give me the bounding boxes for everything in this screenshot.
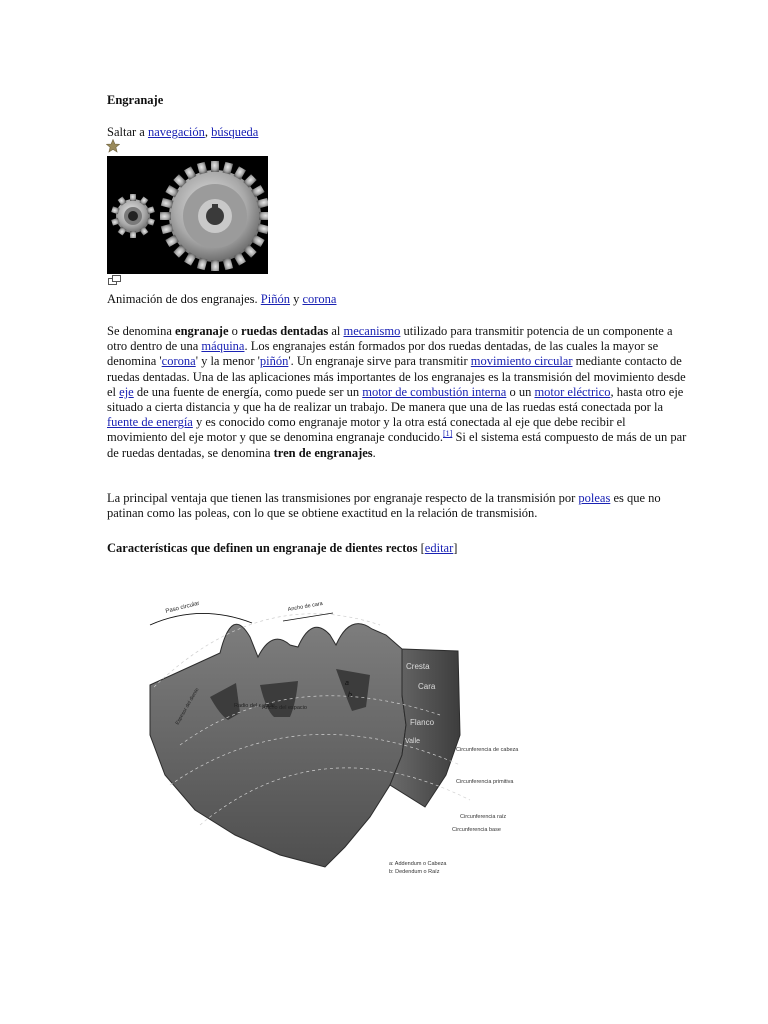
motor-combustion-link[interactable]: motor de combustión interna bbox=[362, 384, 507, 399]
label-circ-raiz: Circunferencia raíz bbox=[460, 814, 507, 820]
fuente-energia-link[interactable]: fuente de energía bbox=[107, 415, 193, 430]
label-cresta: Cresta bbox=[406, 662, 430, 671]
enlarge-icon[interactable] bbox=[108, 275, 121, 285]
intro-paragraph: Se denomina engranaje o ruedas dentadas al mecanismo utilizado para transmitir potencia de un componente a otro dentro de una máquina. Los engranajes están formados por dos ruedas dentadas, de las cuales la mayor se denomina 'corona' y la menor 'piñón'. Un engranaje sirve para transmitir movimiento circular mediante contacto de ruedas dentadas. Una de las aplicaciones más importantes de los engranajes es la transmisión del movimiento desde el eje de una fuente de energía, como puede ser un motor de combustión interna o un motor eléctrico, hasta otro eje situado a cierta distancia y que ha de realizar un trabajo. De manera que una de las ruedas está conectada por la fuente de energía y es conocido como engranaje motor y la otra está conectada al eje que debe recibir el movimiento del eje motor y que se denomina engranaje conducido.[1] Si el sistema está compuesto de más de un par de ruedas dentadas, se denomina tren de engranajes. bbox=[107, 324, 687, 460]
label-radio-entalle: Radio del entalle bbox=[234, 703, 275, 709]
section-heading: Características que definen un engranaje de dientes rectos [editar] bbox=[107, 541, 458, 555]
pinon-link[interactable]: Piñón bbox=[260, 292, 290, 306]
pinon-text-link[interactable]: piñón bbox=[259, 354, 289, 369]
mark-b: b bbox=[348, 692, 352, 699]
poleas-link[interactable]: poleas bbox=[578, 491, 611, 505]
navigation-link[interactable]: navegación bbox=[147, 125, 205, 139]
edit-section-link[interactable]: editar bbox=[424, 541, 454, 555]
legend-dedendum: b: Dedendum o Raíz bbox=[389, 869, 440, 875]
label-circ-base: Circunferencia base bbox=[452, 827, 501, 833]
search-link[interactable]: búsqueda bbox=[211, 125, 259, 139]
corona-text-link[interactable]: corona bbox=[161, 354, 196, 369]
page-title: Engranaje bbox=[107, 93, 164, 107]
mecanismo-link[interactable]: mecanismo bbox=[343, 324, 401, 338]
label-circ-cabeza: Circunferencia de cabeza bbox=[456, 747, 519, 753]
legend-addendum: a: Addendum o Cabeza bbox=[389, 861, 447, 867]
gears-animation-image[interactable] bbox=[107, 156, 268, 274]
label-ancho-espacio: Ancho del espacio bbox=[262, 705, 307, 711]
image-caption: Animación de dos engranajes. Piñón y corona bbox=[107, 292, 337, 306]
advantage-paragraph: La principal ventaja que tienen las transmisiones por engranaje respecto de la transmisión por poleas es que no patinan como las poleas, con lo que se obtiene exactitud en la relación de transmisión. bbox=[107, 491, 661, 521]
maquina-link[interactable]: máquina bbox=[201, 339, 245, 354]
gear-teeth-diagram bbox=[140, 585, 540, 880]
motor-electrico-link[interactable]: motor eléctrico bbox=[534, 384, 611, 399]
gears-illustration bbox=[107, 156, 268, 274]
label-espesor-diente: Espesor del diente bbox=[174, 687, 201, 726]
gear-body bbox=[150, 624, 406, 867]
label-flanco: Flanco bbox=[410, 718, 435, 727]
eje-link[interactable]: eje bbox=[119, 384, 134, 399]
label-cara: Cara bbox=[418, 682, 436, 691]
mark-a: a bbox=[345, 680, 349, 687]
featured-star-icon bbox=[106, 139, 120, 153]
label-ancho-cara: Ancho de cara bbox=[287, 600, 324, 613]
label-paso-circular: Paso circular bbox=[165, 600, 201, 615]
skip-links: Saltar a navegación, búsqueda bbox=[107, 125, 259, 139]
label-circ-primitiva: Circunferencia primitiva bbox=[456, 779, 514, 785]
reference-link[interactable]: [1] bbox=[443, 429, 453, 439]
label-valle: Valle bbox=[405, 738, 421, 745]
movimiento-circular-link[interactable]: movimiento circular bbox=[470, 354, 573, 369]
corona-link[interactable]: corona bbox=[302, 292, 337, 306]
